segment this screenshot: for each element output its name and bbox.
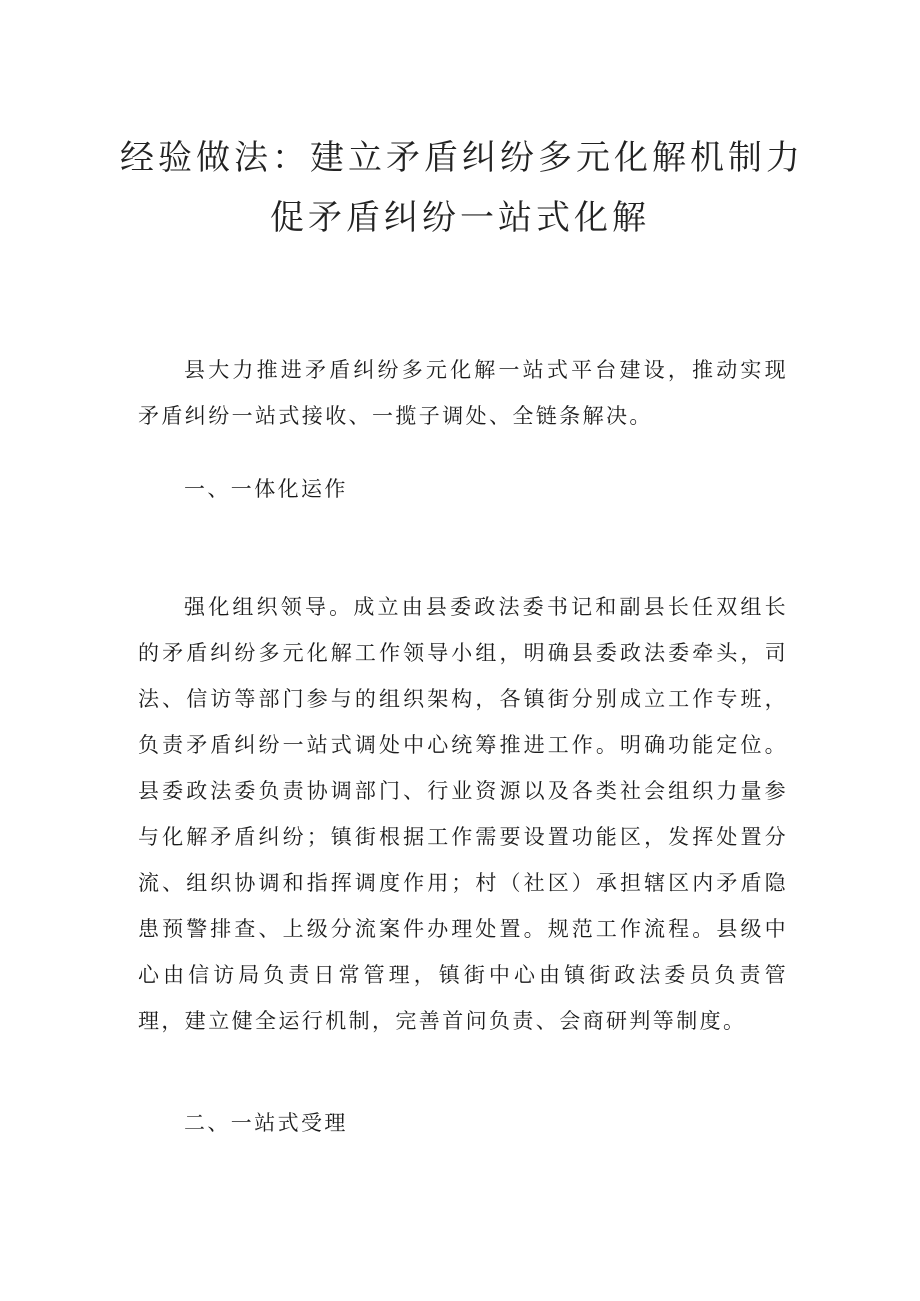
- section-1-paragraph: 强化组织领导。成立由县委政法委书记和副县长任双组长的矛盾纠纷多元化解工作领导小组，明确县委政法委牵头，司法、信访等部门参与的组织架构，各镇街分别成立工作专班，负责矛盾纠纷一站式调处中心统筹推进工作。明确功能定位。县委政法委负责协调部门、行业资源以及各类社会组织力量参与化解矛盾纠纷；镇街根据工作需要设置功能区，发挥处置分流、组织协调和指挥调度作用；村（社区）承担辖区内矛盾隐患预警排查、上级分流案件办理处置。规范工作流程。县级中心由信访局负责日常管理，镇街中心由镇街政法委员负责管理，建立健全运行机制，完善首问负责、会商研判等制度。: [138, 595, 788, 1033]
- section-heading-1: 一、一体化运作: [184, 477, 348, 501]
- section-heading-2: 二、一站式受理: [184, 1111, 348, 1135]
- document-title-line-2: 促矛盾纠纷一站式化解: [270, 198, 650, 238]
- document-title-line-1: 经验做法：建立矛盾纠纷多元化解机制力: [120, 138, 804, 178]
- intro-paragraph: 县大力推进矛盾纠纷多元化解一站式平台建设，推动实现矛盾纠纷一站式接收、一揽子调处、全链条解决。: [138, 358, 788, 428]
